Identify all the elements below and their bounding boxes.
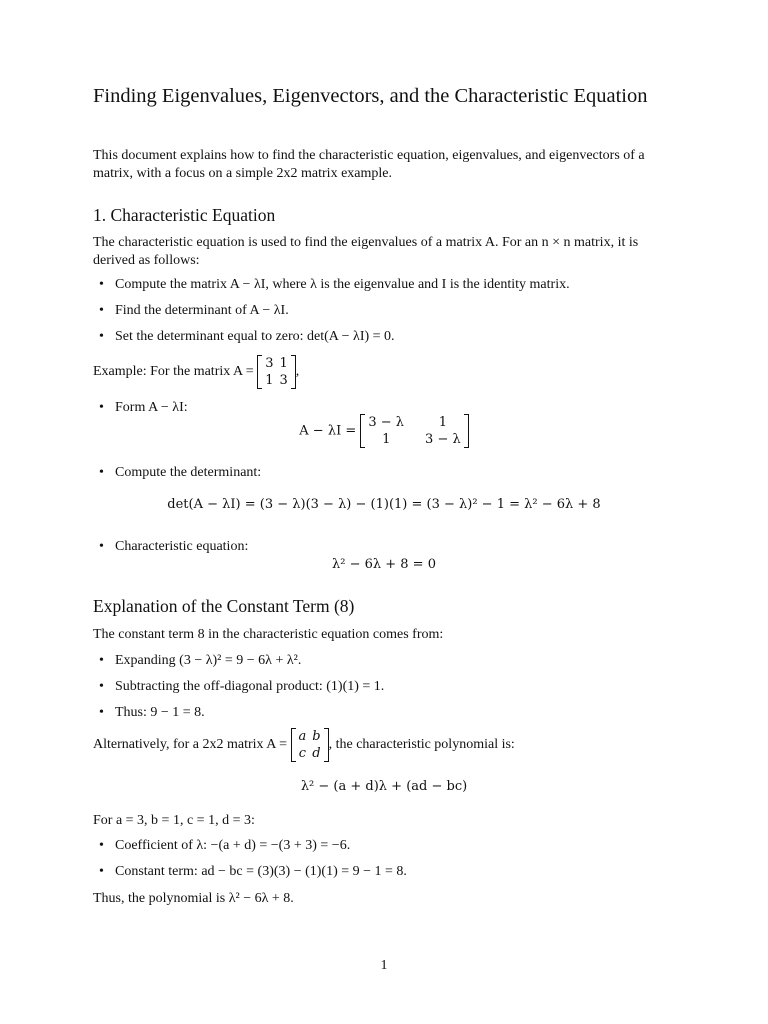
step-form-bullet: • Form A − λI:	[115, 400, 188, 416]
intro-paragraph: This document explains how to find the characteristic equation, eigenvalues, and eigenvectors of a matrix, with a focus on a simple 2x2 matrix example.	[93, 148, 645, 181]
section1-bullet-3: • Set the determinant equal to zero: det(A − λI) = 0.	[115, 329, 395, 345]
section-heading-characteristic-equation: 1. Characteristic Equation	[93, 205, 276, 225]
matrix-cell: a	[298, 729, 307, 744]
section1-bullet-2: • Find the determinant of A − λI.	[115, 303, 289, 319]
determinant-equation: det(A − λI) = (3 − λ)(3 − λ) − (1)(1) = (3 − λ)² − 1 = λ² − 6λ + 8	[167, 497, 601, 512]
section2-bullet-coefficient: • Coefficient of λ: −(a + d) = −(3 + 3) = −6.	[115, 838, 350, 854]
matrix-cell: b	[312, 729, 321, 744]
section1-paragraph: The characteristic equation is used to find the eigenvalues of a matrix A. For an n × n matrix, it is derived as follows:	[93, 235, 639, 268]
section1-bullet-1: • Compute the matrix A − λI, where λ is the eigenvalue and I is the identity matrix.	[115, 277, 570, 293]
matrix-cell: 1	[438, 415, 448, 430]
matrix-cell: 3 − λ	[425, 432, 461, 447]
matrix-cell: 3	[279, 373, 288, 388]
matrix-cell: 1	[265, 373, 274, 388]
section2-bullet-3: • Thus: 9 − 1 = 8.	[115, 705, 205, 721]
matrix-cell: 1	[382, 432, 391, 447]
step-characteristic-bullet: • Characteristic equation:	[115, 539, 248, 555]
a-minus-lambda-i-matrix	[360, 414, 468, 448]
section-heading-constant-term: Explanation of the Constant Term (8)	[93, 596, 355, 616]
alt-prefix: Alternatively, for a 2x2 matrix A =	[93, 737, 287, 753]
matrix-cell: 3 − λ	[368, 415, 405, 430]
example-suffix: ,	[295, 364, 300, 380]
alt-suffix: , the characteristic polynomial is:	[328, 737, 515, 753]
section2-paragraph: The constant term 8 in the characteristic equation comes from:	[93, 627, 444, 642]
document-page	[93, 0, 675, 1024]
matrix-cell: c	[298, 746, 307, 761]
general-matrix	[291, 728, 329, 762]
matrix-cell: 3	[265, 356, 274, 371]
form-lhs: A − λI =	[299, 423, 357, 439]
characteristic-equation: λ² − 6λ + 8 = 0	[332, 557, 436, 572]
document-title: Finding Eigenvalues, Eigenvectors, and the Characteristic Equation	[93, 85, 648, 107]
example-line	[93, 355, 299, 389]
step-determinant-bullet: • Compute the determinant:	[115, 465, 261, 481]
section2-bullet-1: • Expanding (3 − λ)² = 9 − 6λ + λ².	[115, 653, 301, 669]
values-line: For a = 3, b = 1, c = 1, d = 3:	[93, 813, 255, 828]
matrix-cell: 1	[279, 356, 288, 371]
example-prefix: Example: For the matrix A =	[93, 364, 254, 380]
characteristic-polynomial: λ² − (a + d)λ + (ad − bc)	[300, 779, 468, 794]
form-equation	[93, 414, 675, 448]
section2-bullet-2: • Subtracting the off-diagonal product: (1)(1) = 1.	[115, 679, 384, 695]
conclusion-line: Thus, the polynomial is λ² − 6λ + 8.	[93, 891, 294, 906]
section2-bullet-constant: • Constant term: ad − bc = (3)(3) − (1)(1) = 9 − 1 = 8.	[115, 864, 407, 880]
matrix-cell: d	[312, 746, 321, 761]
alternative-line	[93, 728, 515, 762]
page-number: 1	[380, 958, 388, 973]
example-matrix	[257, 355, 296, 389]
